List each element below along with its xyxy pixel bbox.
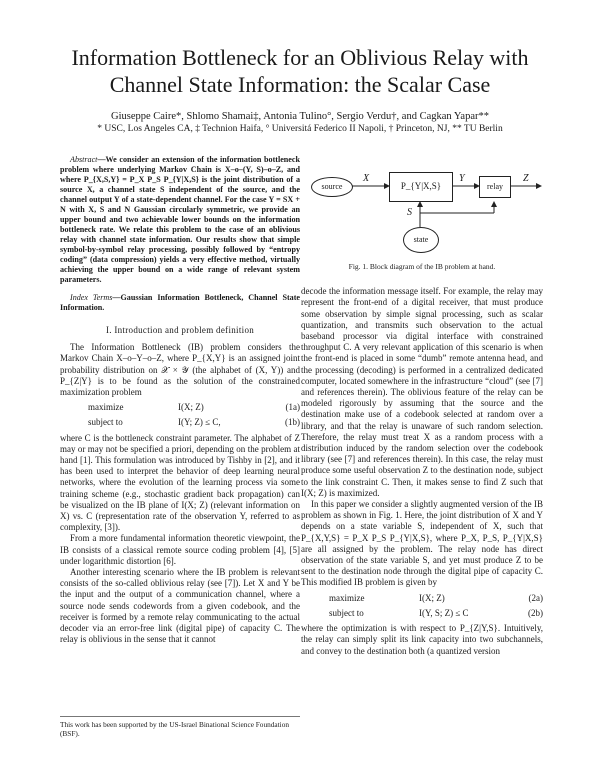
intro-paragraph-4: Another interesting scenario where the IB problem is relevant consists of the so-called oblivious relay (see [7]). Let X and Y be the input and the output of a communication channel, where a source node sends codewords from a given codebook, and the receiver is formed by a remote relay communicating to the actual decoder via an error-free link (digital pipe) of capacity C. The relay is oblivious in the sense that it cannot <box>60 567 300 645</box>
label-z: Z <box>523 173 529 184</box>
eq-label: maximize <box>329 592 365 603</box>
eq-number: (2a) <box>528 592 543 603</box>
label-s: S <box>407 207 412 218</box>
equation-2a <box>301 593 543 604</box>
index-terms-text: —Gaussian Information Bottleneck, Channel State Information. <box>60 293 300 312</box>
intro-paragraph-2: where C is the bottleneck constraint parameter. The alphabet of Z may or may not be specified a priori, depending on the problem at hand [1]. This formulation was introduced by Tishby in [2], and it has been used to interpret the behavior of deep learning neural networks, where the evolution of the learning process via some training scheme (e.g., stochastic gradient back propagation) can be visualized on the IB plane of I(X; Z) (relevant information on X) vs. C (representation rate of the observation Y, referred to as complexity, [3]). <box>60 432 300 533</box>
equation-1b <box>60 417 300 428</box>
eq-label: subject to <box>329 607 364 618</box>
author-list: Giuseppe Caire*, Shlomo Shamai‡, Antonia Tulino°, Sergio Verdu†, and Cagkan Yapar** <box>110 111 489 122</box>
title-line-2: Channel State Information: the Scalar Case <box>109 72 491 97</box>
abstract <box>60 155 300 285</box>
right-column <box>301 155 543 657</box>
label-x: X <box>363 173 370 184</box>
section-heading: I. Introduction and problem definition <box>105 325 255 335</box>
affiliations: * USC, Los Angeles CA, ‡ Technion Haifa, ° Universitá Federico II Napoli, † Princeton, NJ, ** TU Berlin <box>97 124 503 134</box>
right-paragraph-1: decode the information message itself. For example, the relay may represent the front-end of a digital receiver, that must produce some observation by simple signal processing, such as scalar quantization, and transmits such observation to the actual baseband processor via digital interface with constrained throughput C. A very relevant application of this scenario is when the front-end is placed in some “dumb” remote antenna head, and the processing (decoding) is performed in a centralized dedicated computer, located somewhere in the infrastructure “cloud” (see [7] and references therein). The oblivious feature of the relay can be modeled rigorously by assuming that the source and the destination make use of a codebook selected at random over a library, and that the relay is unaware of such random selection. Therefore, the relay must treat X as a random process with a distribution induced by the random selection over the codebook library (see [7] and references therein). In this case, the relay must produce some useful observation Z to the destination node, subject to the link constraint C. Then, it makes sense to find Z such that I(X; Z) is maximized. <box>301 286 543 498</box>
eq-number: (1b) <box>285 417 300 428</box>
intro-paragraph-1: The Information Bottleneck (IB) problem considers the Markov Chain X–o–Y–o–Z, where P_{X,Y} is an assigned joint probability distribution on 𝒳 × 𝒴 (the alphabet of (X, Y)) and P_{Z|Y} is to be found as the solution of the constrained maximization problem <box>60 342 300 398</box>
index-terms <box>60 293 300 313</box>
paper-title <box>40 44 560 98</box>
index-terms-label: Index Terms <box>70 293 113 302</box>
title-line-1: Information Bottleneck for an Oblivious Relay with <box>71 45 529 70</box>
eq-number: (2b) <box>528 607 543 618</box>
eq-expression: I(Y; Z) ≤ C, <box>178 417 221 428</box>
eq-label: maximize <box>88 402 124 413</box>
equation-2b <box>301 608 543 619</box>
eq-expression: I(X; Z) <box>178 402 204 413</box>
figure-1-diagram <box>301 155 543 255</box>
right-paragraph-2: In this paper we consider a slightly augmented version of the IB problem as shown in Fig. 1. Here, the joint distribution of X and Y depends on a state variable S, independent of X, such that P_{X,Y,S} = P_X P_S P_{Y|X,S}, where P_X, P_S, P_{Y|X,S} are all assigned by the problem. The relay node has direct observation of the state variable S, and yet must produce Z to be sent to the destination node through the digital pipe of capacity C. This modified IB problem is given by <box>301 499 543 588</box>
footnote: This work has been supported by the US-Israel Binational Science Foundation (BSF). <box>60 716 300 738</box>
state-node: state <box>403 227 439 253</box>
left-column <box>60 155 300 645</box>
channel-block: P_{Y|X,S} <box>389 172 453 202</box>
abstract-text: —We consider an extension of the information bottleneck problem where underlying Markov Chain is X–o–(Y, S)–o–Z, and where P_{X,S,Y} = P_X P_S P_{Y|X,S} is the joint distribution of a source X, a channel state S independent of the source, and the channel output Y of a state-dependent channel. For the case Y = SX + N with X, S and N Gaussian circularly symmetric, we provide an upper bound and two achievable lower bounds on the information bottleneck rate. We relate this problem to the case of an oblivious relay with channel state information. Our results show that simple symbol-by-symbol relay processing, possibly followed by “entropy coding” (data compression) yields a very effective method, virtually achieving the upper bound on a wide range of relevant system parameters. <box>60 155 300 284</box>
eq-label: subject to <box>88 417 123 428</box>
relay-block: relay <box>479 176 511 198</box>
intro-paragraph-3: From a more fundamental information theoretic viewpoint, the IB consists of a classical remote source coding problem [4], [5] under logarithmic distortion [6]. <box>60 533 300 566</box>
label-y: Y <box>459 173 465 184</box>
eq-expression: I(Y, S; Z) ≤ C <box>419 607 469 618</box>
right-paragraph-3: where the optimization is with respect to P_{Z|Y,S}. Intuitively, the relay can simply split its link capacity into two subchannels, and convey to the destination both (a quantized version <box>301 623 543 656</box>
eq-expression: I(X; Z) <box>419 592 445 603</box>
figure-caption: Fig. 1. Block diagram of the IB problem at hand. <box>348 262 496 271</box>
equation-1a <box>60 402 300 413</box>
eq-number: (1a) <box>285 402 300 413</box>
abstract-label: Abstract <box>70 155 98 164</box>
source-node: source <box>311 177 353 197</box>
